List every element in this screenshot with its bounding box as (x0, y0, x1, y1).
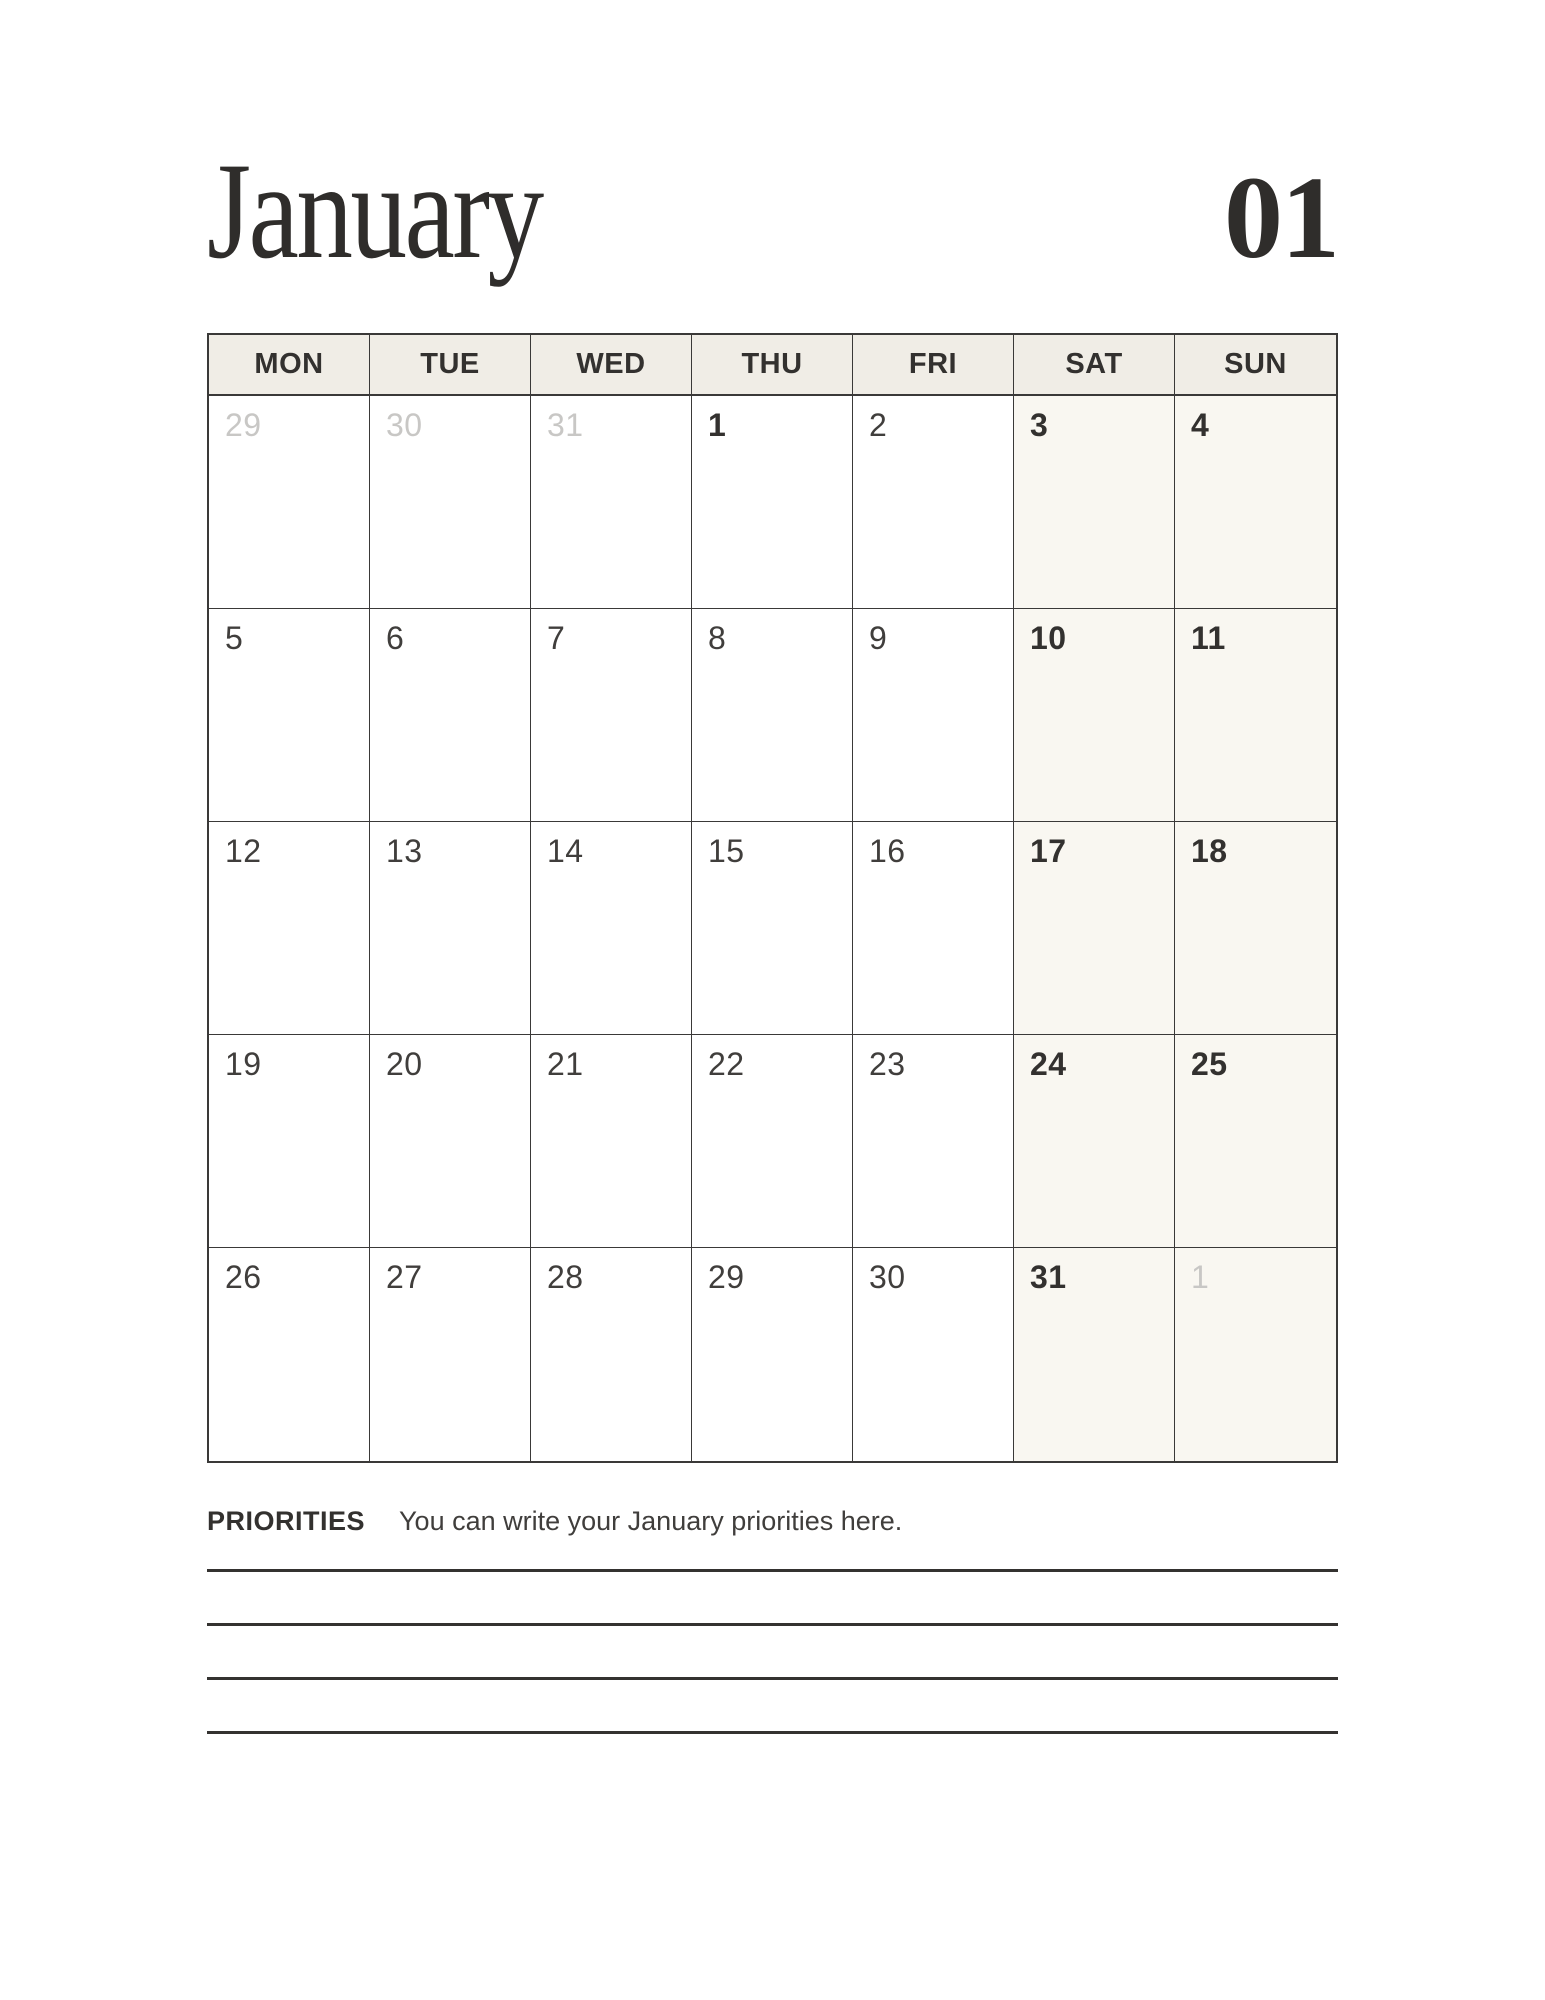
day-number: 22 (708, 1046, 745, 1082)
day-header-wed: WED (531, 335, 692, 396)
day-number: 24 (1030, 1046, 1067, 1082)
calendar-cell (853, 822, 1014, 1035)
day-header-sat: SAT (1014, 335, 1175, 396)
priorities-label: PRIORITIES (207, 1506, 366, 1536)
calendar-cell (692, 396, 853, 609)
calendar-cell (1175, 609, 1336, 822)
day-header-thu: THU (692, 335, 853, 396)
day-number: 1 (708, 407, 727, 443)
day-number: 20 (386, 1046, 423, 1082)
calendar-cell (853, 396, 1014, 609)
day-number: 15 (708, 833, 745, 869)
day-number: 18 (1191, 833, 1228, 869)
day-number: 9 (869, 620, 888, 656)
priorities-hint: You can write your January priorities here. (399, 1506, 903, 1536)
calendar-cell (209, 1248, 370, 1461)
calendar-cell (1014, 822, 1175, 1035)
calendar-cell (209, 396, 370, 609)
day-number: 4 (1191, 407, 1210, 443)
calendar-cell (209, 609, 370, 822)
calendar-cell (853, 1248, 1014, 1461)
day-number: 13 (386, 833, 423, 869)
priorities-writing-line (207, 1731, 1338, 1734)
calendar-cell (692, 1248, 853, 1461)
calendar-cell (692, 822, 853, 1035)
day-number: 29 (225, 407, 262, 443)
day-number: 30 (386, 407, 423, 443)
calendar-cell (1175, 822, 1336, 1035)
calendar-cell (1014, 1035, 1175, 1248)
day-number: 19 (225, 1046, 262, 1082)
calendar-cell (692, 1035, 853, 1248)
calendar-cell (209, 822, 370, 1035)
calendar-cell (1014, 609, 1175, 822)
priorities-writing-line (207, 1677, 1338, 1680)
month-number: 01 (1224, 152, 1338, 283)
day-number: 5 (225, 620, 244, 656)
calendar-cell (531, 396, 692, 609)
day-number: 10 (1030, 620, 1067, 656)
day-number: 30 (869, 1259, 906, 1295)
calendar-cell (1014, 396, 1175, 609)
day-header-fri: FRI (853, 335, 1014, 396)
day-number: 25 (1191, 1046, 1228, 1082)
calendar-cell (853, 1035, 1014, 1248)
priorities-writing-line (207, 1569, 1338, 1572)
calendar-cell (531, 1035, 692, 1248)
calendar-cell (209, 1035, 370, 1248)
month-title: January (207, 134, 542, 287)
day-number: 29 (708, 1259, 745, 1295)
calendar-cell (1014, 1248, 1175, 1461)
calendar-cell (853, 609, 1014, 822)
calendar-cell (531, 609, 692, 822)
calendar-cell (1175, 1035, 1336, 1248)
day-number: 28 (547, 1259, 584, 1295)
day-number: 11 (1191, 620, 1226, 656)
calendar-cell (370, 822, 531, 1035)
calendar-cell (1175, 396, 1336, 609)
page-header (207, 134, 1338, 287)
day-number: 1 (1191, 1259, 1210, 1295)
calendar-cell (1175, 1248, 1336, 1461)
day-number: 17 (1030, 833, 1067, 869)
day-number: 27 (386, 1259, 423, 1295)
calendar-cell (370, 609, 531, 822)
day-number: 2 (869, 407, 888, 443)
day-number: 14 (547, 833, 584, 869)
day-number: 12 (225, 833, 262, 869)
day-number: 3 (1030, 407, 1049, 443)
day-number: 8 (708, 620, 727, 656)
day-header-tue: TUE (370, 335, 531, 396)
calendar-cell (692, 609, 853, 822)
calendar-cell (531, 822, 692, 1035)
day-number: 6 (386, 620, 405, 656)
priorities-writing-line (207, 1623, 1338, 1626)
day-number: 31 (1030, 1259, 1067, 1295)
day-number: 7 (547, 620, 566, 656)
day-number: 16 (869, 833, 906, 869)
day-header-mon: MON (209, 335, 370, 396)
calendar-cell (370, 1248, 531, 1461)
calendar-grid (207, 333, 1338, 1463)
day-number: 31 (547, 407, 584, 443)
calendar-cell (370, 396, 531, 609)
day-number: 26 (225, 1259, 262, 1295)
day-number: 21 (547, 1046, 584, 1082)
priorities-section (207, 1506, 1338, 1537)
calendar-cell (531, 1248, 692, 1461)
day-number: 23 (869, 1046, 906, 1082)
calendar-cell (370, 1035, 531, 1248)
day-header-sun: SUN (1175, 335, 1336, 396)
